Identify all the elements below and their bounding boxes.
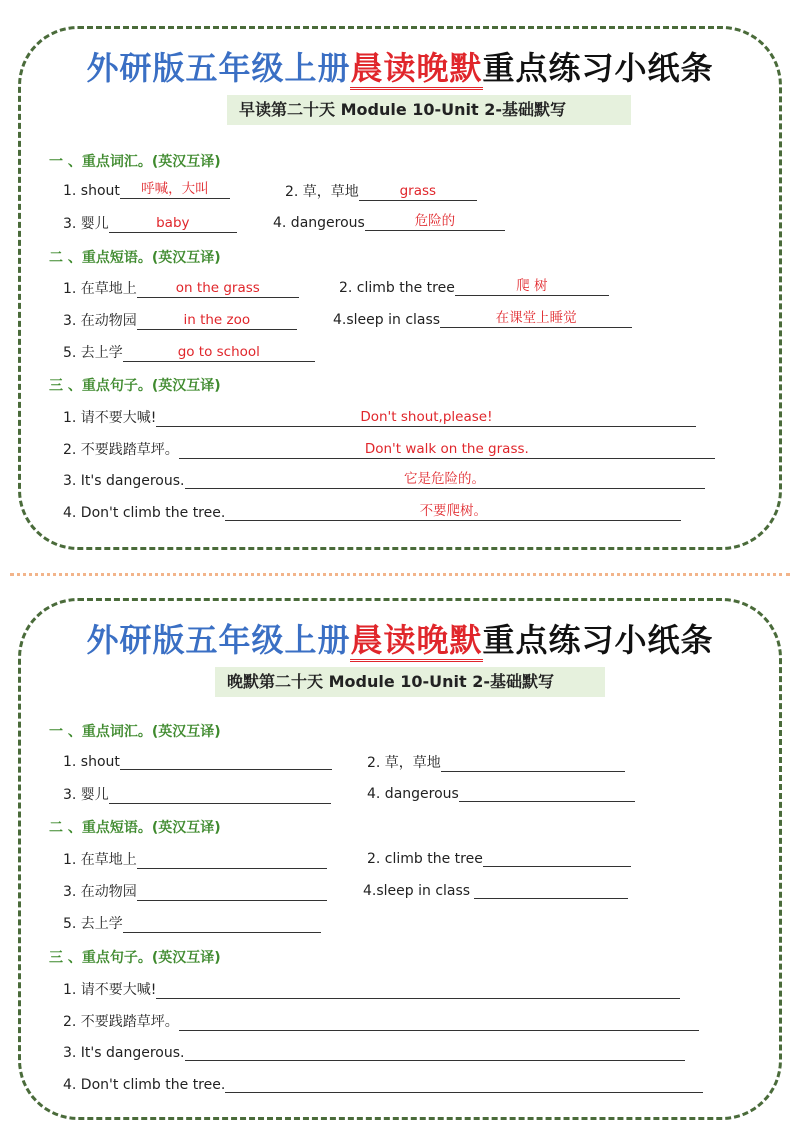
vocab-item bbox=[63, 784, 331, 804]
answer-blank[interactable]: baby bbox=[109, 215, 237, 233]
question-label: 1. shout bbox=[63, 183, 120, 199]
vocab-item bbox=[63, 752, 332, 770]
vocab-item bbox=[273, 213, 505, 231]
question-label: 1. 请不要大喊! bbox=[63, 982, 157, 998]
phrase-item bbox=[333, 310, 632, 328]
worksheet-title bbox=[21, 43, 779, 89]
question-label: 3. It's dangerous. bbox=[63, 473, 185, 489]
question-label: 5. 去上学 bbox=[63, 916, 123, 932]
section-phrases-heading: 二 、重点短语。(英汉互译) bbox=[49, 820, 221, 836]
phrase-item bbox=[63, 913, 321, 933]
answer-blank[interactable] bbox=[137, 883, 327, 901]
answer-blank[interactable] bbox=[137, 851, 327, 869]
question-label: 4.sleep in class bbox=[333, 312, 441, 328]
answer-blank[interactable]: 不要爬树。 bbox=[225, 503, 681, 521]
answer-blank[interactable] bbox=[156, 981, 680, 999]
answer-blank[interactable]: 呼喊，大叫 bbox=[120, 181, 230, 199]
question-label: 3. 在动物园 bbox=[63, 884, 137, 900]
subtitle-banner: 早读第二十天 Module 10-Unit 2-基础默写 bbox=[227, 95, 631, 125]
vocab-item bbox=[63, 181, 230, 199]
title-red-part: 晨读晚默 bbox=[350, 621, 482, 662]
question-label: 4. Don't climb the tree. bbox=[63, 505, 226, 521]
question-label: 2. climb the tree bbox=[339, 280, 455, 296]
question-label: 1. shout bbox=[63, 754, 120, 770]
section-sentences-heading: 三 、重点句子。(英汉互译) bbox=[49, 378, 221, 394]
answer-blank[interactable] bbox=[120, 752, 332, 770]
morning-card bbox=[18, 26, 782, 550]
answer-blank[interactable]: on the grass bbox=[137, 280, 299, 298]
title-black-part: 重点练习小纸条 bbox=[482, 49, 714, 87]
sentence-item bbox=[63, 407, 696, 427]
worksheet-title bbox=[21, 615, 779, 661]
answer-blank[interactable]: Don't walk on the grass. bbox=[179, 441, 715, 459]
vocab-item bbox=[285, 181, 477, 201]
question-label: 4.sleep in class bbox=[363, 883, 471, 899]
sentence-item bbox=[63, 1011, 699, 1031]
question-label: 1. 在草地上 bbox=[63, 281, 137, 297]
question-label: 4. dangerous bbox=[273, 215, 365, 231]
phrase-item bbox=[63, 278, 299, 298]
question-label: 1. 请不要大喊! bbox=[63, 410, 157, 426]
question-label: 3. 在动物园 bbox=[63, 313, 137, 329]
phrase-item bbox=[63, 849, 327, 869]
answer-blank[interactable]: 在课堂上睡觉 bbox=[440, 310, 632, 328]
vocab-item bbox=[63, 213, 237, 233]
title-blue-part: 外研版五年级上册 bbox=[86, 49, 351, 87]
title-black-part: 重点练习小纸条 bbox=[482, 621, 714, 659]
sentence-item bbox=[63, 979, 680, 999]
question-label: 2. 不要践踏草坪。 bbox=[63, 1014, 179, 1030]
question-label: 5. 去上学 bbox=[63, 345, 123, 361]
question-label: 1. 在草地上 bbox=[63, 852, 137, 868]
answer-blank[interactable]: 爬 树 bbox=[455, 278, 609, 296]
sentence-item bbox=[63, 1043, 685, 1061]
title-blue-part: 外研版五年级上册 bbox=[86, 621, 351, 659]
sentence-item bbox=[63, 471, 705, 489]
answer-blank[interactable] bbox=[123, 915, 321, 933]
answer-blank[interactable]: in the zoo bbox=[137, 312, 297, 330]
section-vocabulary-heading: 一 、重点词汇。(英汉互译) bbox=[49, 154, 221, 170]
question-label: 2. 草，草地 bbox=[285, 184, 359, 200]
answer-blank[interactable] bbox=[483, 849, 631, 867]
answer-blank[interactable] bbox=[225, 1075, 703, 1093]
phrase-item bbox=[363, 881, 628, 899]
phrase-item bbox=[339, 278, 609, 296]
answer-blank[interactable] bbox=[441, 754, 625, 772]
evening-card bbox=[18, 598, 782, 1120]
question-label: 3. 婴儿 bbox=[63, 216, 109, 232]
answer-blank[interactable]: 危险的 bbox=[365, 213, 505, 231]
phrase-item bbox=[63, 310, 297, 330]
vocab-item bbox=[367, 784, 635, 802]
phrase-item bbox=[63, 342, 315, 362]
section-vocabulary-heading: 一 、重点词汇。(英汉互译) bbox=[49, 724, 221, 740]
answer-blank[interactable]: go to school bbox=[123, 344, 315, 362]
vocab-item bbox=[367, 752, 625, 772]
answer-blank[interactable] bbox=[179, 1013, 699, 1031]
answer-blank[interactable] bbox=[185, 1043, 685, 1061]
question-label: 2. 不要践踏草坪。 bbox=[63, 442, 179, 458]
question-label: 4. Don't climb the tree. bbox=[63, 1077, 226, 1093]
question-label: 3. 婴儿 bbox=[63, 787, 109, 803]
section-sentences-heading: 三 、重点句子。(英汉互译) bbox=[49, 950, 221, 966]
subtitle-banner: 晚默第二十天 Module 10-Unit 2-基础默写 bbox=[215, 667, 605, 697]
question-label: 2. climb the tree bbox=[367, 851, 483, 867]
answer-blank[interactable] bbox=[109, 786, 331, 804]
sentence-item bbox=[63, 439, 715, 459]
phrase-item bbox=[63, 881, 327, 901]
answer-blank[interactable]: Don't shout,please! bbox=[156, 409, 696, 427]
title-red-part: 晨读晚默 bbox=[350, 49, 482, 90]
answer-blank[interactable] bbox=[459, 784, 635, 802]
cut-line-divider bbox=[10, 573, 790, 576]
section-phrases-heading: 二 、重点短语。(英汉互译) bbox=[49, 250, 221, 266]
sentence-item bbox=[63, 503, 681, 521]
phrase-item bbox=[367, 849, 631, 867]
question-label: 4. dangerous bbox=[367, 786, 459, 802]
sentence-item bbox=[63, 1075, 703, 1093]
answer-blank[interactable]: 它是危险的。 bbox=[185, 471, 705, 489]
answer-blank[interactable]: grass bbox=[359, 183, 477, 201]
question-label: 3. It's dangerous. bbox=[63, 1045, 185, 1061]
answer-blank[interactable] bbox=[474, 881, 628, 899]
question-label: 2. 草，草地 bbox=[367, 755, 441, 771]
